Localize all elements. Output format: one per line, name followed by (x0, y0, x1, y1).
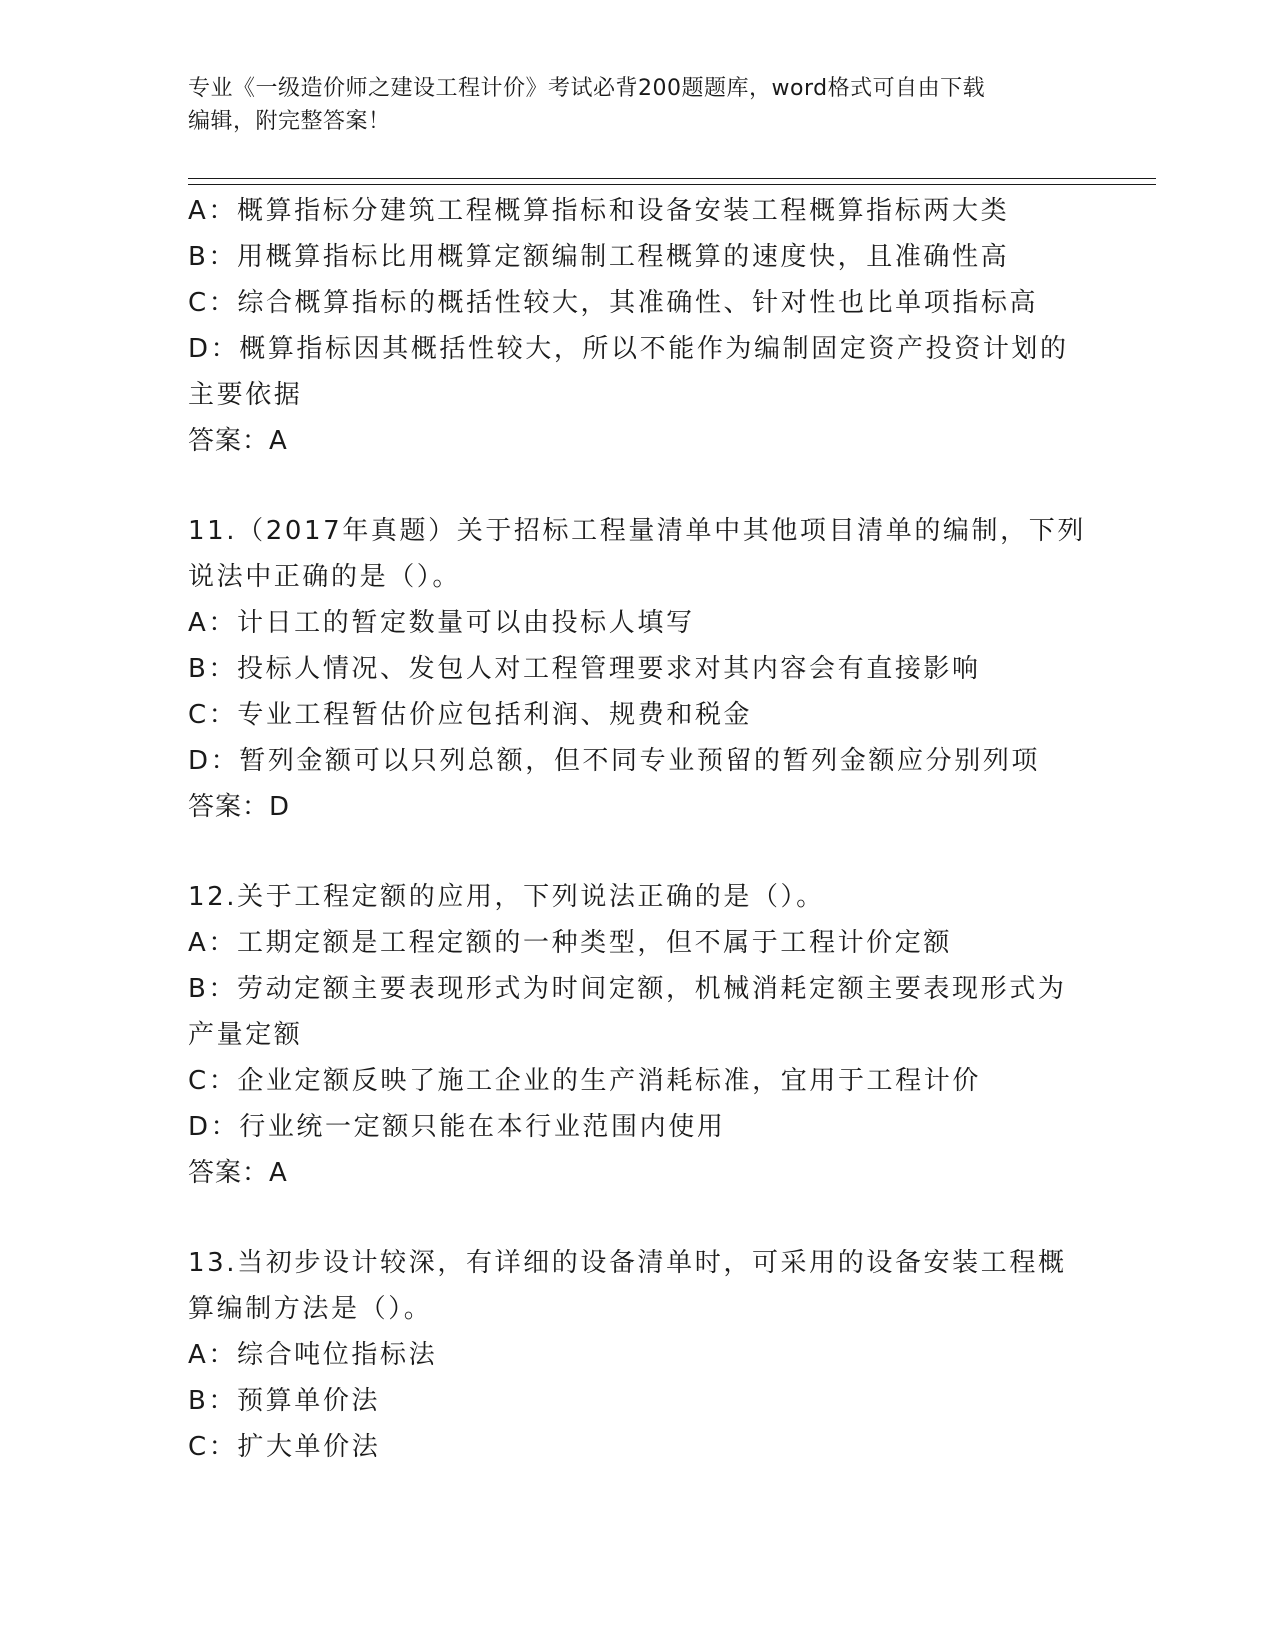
option-d: D：暂列金额可以只列总额，但不同专业预留的暂列金额应分别列项 (188, 746, 1041, 776)
header-divider-bottom (188, 184, 1156, 185)
answer-label: 答案：A (188, 426, 288, 456)
question-stem: 11.（2017年真题）关于招标工程量清单中其他项目清单的编制，下列说法中正确的是（）。 (188, 516, 1086, 592)
header-title-line-2: 编辑，附完整答案！ (188, 109, 391, 134)
question-stem: 13.当初步设计较深，有详细的设备清单时，可采用的设备安装工程概算编制方法是（）。 (188, 1248, 1067, 1324)
option-a: A：计日工的暂定数量可以由投标人填写 (188, 608, 695, 638)
option-a: A：概算指标分建筑工程概算指标和设备安装工程概算指标两大类 (188, 196, 1010, 226)
option-b: B：投标人情况、发包人对工程管理要求对其内容会有直接影响 (188, 654, 981, 684)
header-title-line-1: 专业《一级造价师之建设工程计价》考试必背200题题库，word格式可自由下载 (188, 76, 986, 101)
option-b: B：预算单价法 (188, 1386, 381, 1416)
question-block-11 (188, 508, 1088, 830)
question-spacer (188, 464, 1088, 508)
question-spacer (188, 1196, 1088, 1240)
answer-label: 答案：A (188, 1158, 288, 1188)
option-c: C：扩大单价法 (188, 1432, 381, 1462)
question-block-12 (188, 874, 1088, 1196)
question-block-10 (188, 188, 1088, 464)
option-a: A：综合吨位指标法 (188, 1340, 438, 1370)
option-b: B：劳动定额主要表现形式为时间定额，机械消耗定额主要表现形式为产量定额 (188, 974, 1067, 1050)
option-d: D：行业统一定额只能在本行业范围内使用 (188, 1112, 726, 1142)
option-a: A：工期定额是工程定额的一种类型，但不属于工程计价定额 (188, 928, 952, 958)
option-c: C：专业工程暂估价应包括利润、规费和税金 (188, 700, 753, 730)
option-c: C：企业定额反映了施工企业的生产消耗标准，宜用于工程计价 (188, 1066, 981, 1096)
question-stem: 12.关于工程定额的应用，下列说法正确的是（）。 (188, 882, 825, 912)
option-c: C：综合概算指标的概括性较大，其准确性、针对性也比单项指标高 (188, 288, 1039, 318)
question-block-13 (188, 1240, 1088, 1470)
option-d: D：概算指标因其概括性较大，所以不能作为编制固定资产投资计划的主要依据 (188, 334, 1069, 410)
header-divider-top (188, 178, 1156, 179)
question-spacer (188, 830, 1088, 874)
option-b: B：用概算指标比用概算定额编制工程概算的速度快，且准确性高 (188, 242, 1010, 272)
document-header (188, 72, 1068, 138)
question-list (188, 188, 1088, 1470)
answer-label: 答案：D (188, 792, 291, 822)
